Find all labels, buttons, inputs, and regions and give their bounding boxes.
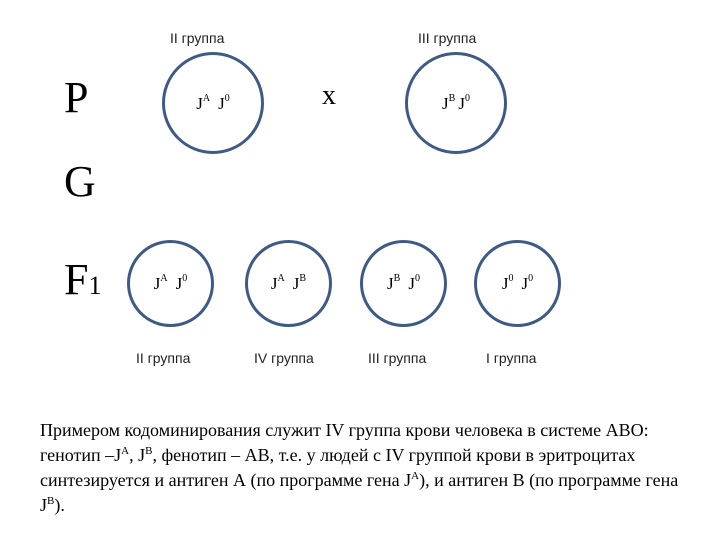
offspring-genotype-2: $J^A$ $J^B$ [270,273,307,293]
parent-right-circle [405,52,507,154]
offspring-genotype-3: $J^B$ $J^0$ [387,273,420,293]
offspring-circle-4 [474,240,561,327]
offspring-circle-2 [245,240,332,327]
parent-left-genotype: $J^A$ $J^0$ [196,92,230,113]
offspring-circle-3 [360,240,447,327]
parent-right-group-label: III группа [418,30,477,46]
offspring-genotype-4: $J^0$ $J^0$ [501,273,534,293]
parent-left-circle [162,52,264,154]
offspring-genotype-1: $J^A$ $J^0$ [153,273,188,293]
offspring-group-label-2: IV группа [254,350,314,366]
cross-symbol: x [322,80,336,111]
row-label-f-letter: F [64,255,89,304]
parent-right-genotype: $J^B$ $J^0$ [442,92,470,113]
row-label-f [64,255,102,304]
offspring-circle-1 [127,240,214,327]
offspring-group-label-3: III группа [368,350,427,366]
offspring-group-label-1: II группа [136,350,191,366]
row-label-g: G [64,157,96,206]
parent-left-group-label: II группа [170,30,225,46]
row-label-p: P [64,73,89,122]
explanation-paragraph: Примером кодоминирования служит IV группа крови человека в системе АВО: генотип $-J^A$, $J^B$, фенотип – АВ, т.е. у людей с IV группой крови в эритроцитах синтезируется и антиген А (по программе гена $J^A$), и антиген В (по программе гена $J^B$). [40,420,679,515]
row-label-f-subscript: 1 [88,271,102,300]
offspring-group-label-4: I группа [486,350,537,366]
